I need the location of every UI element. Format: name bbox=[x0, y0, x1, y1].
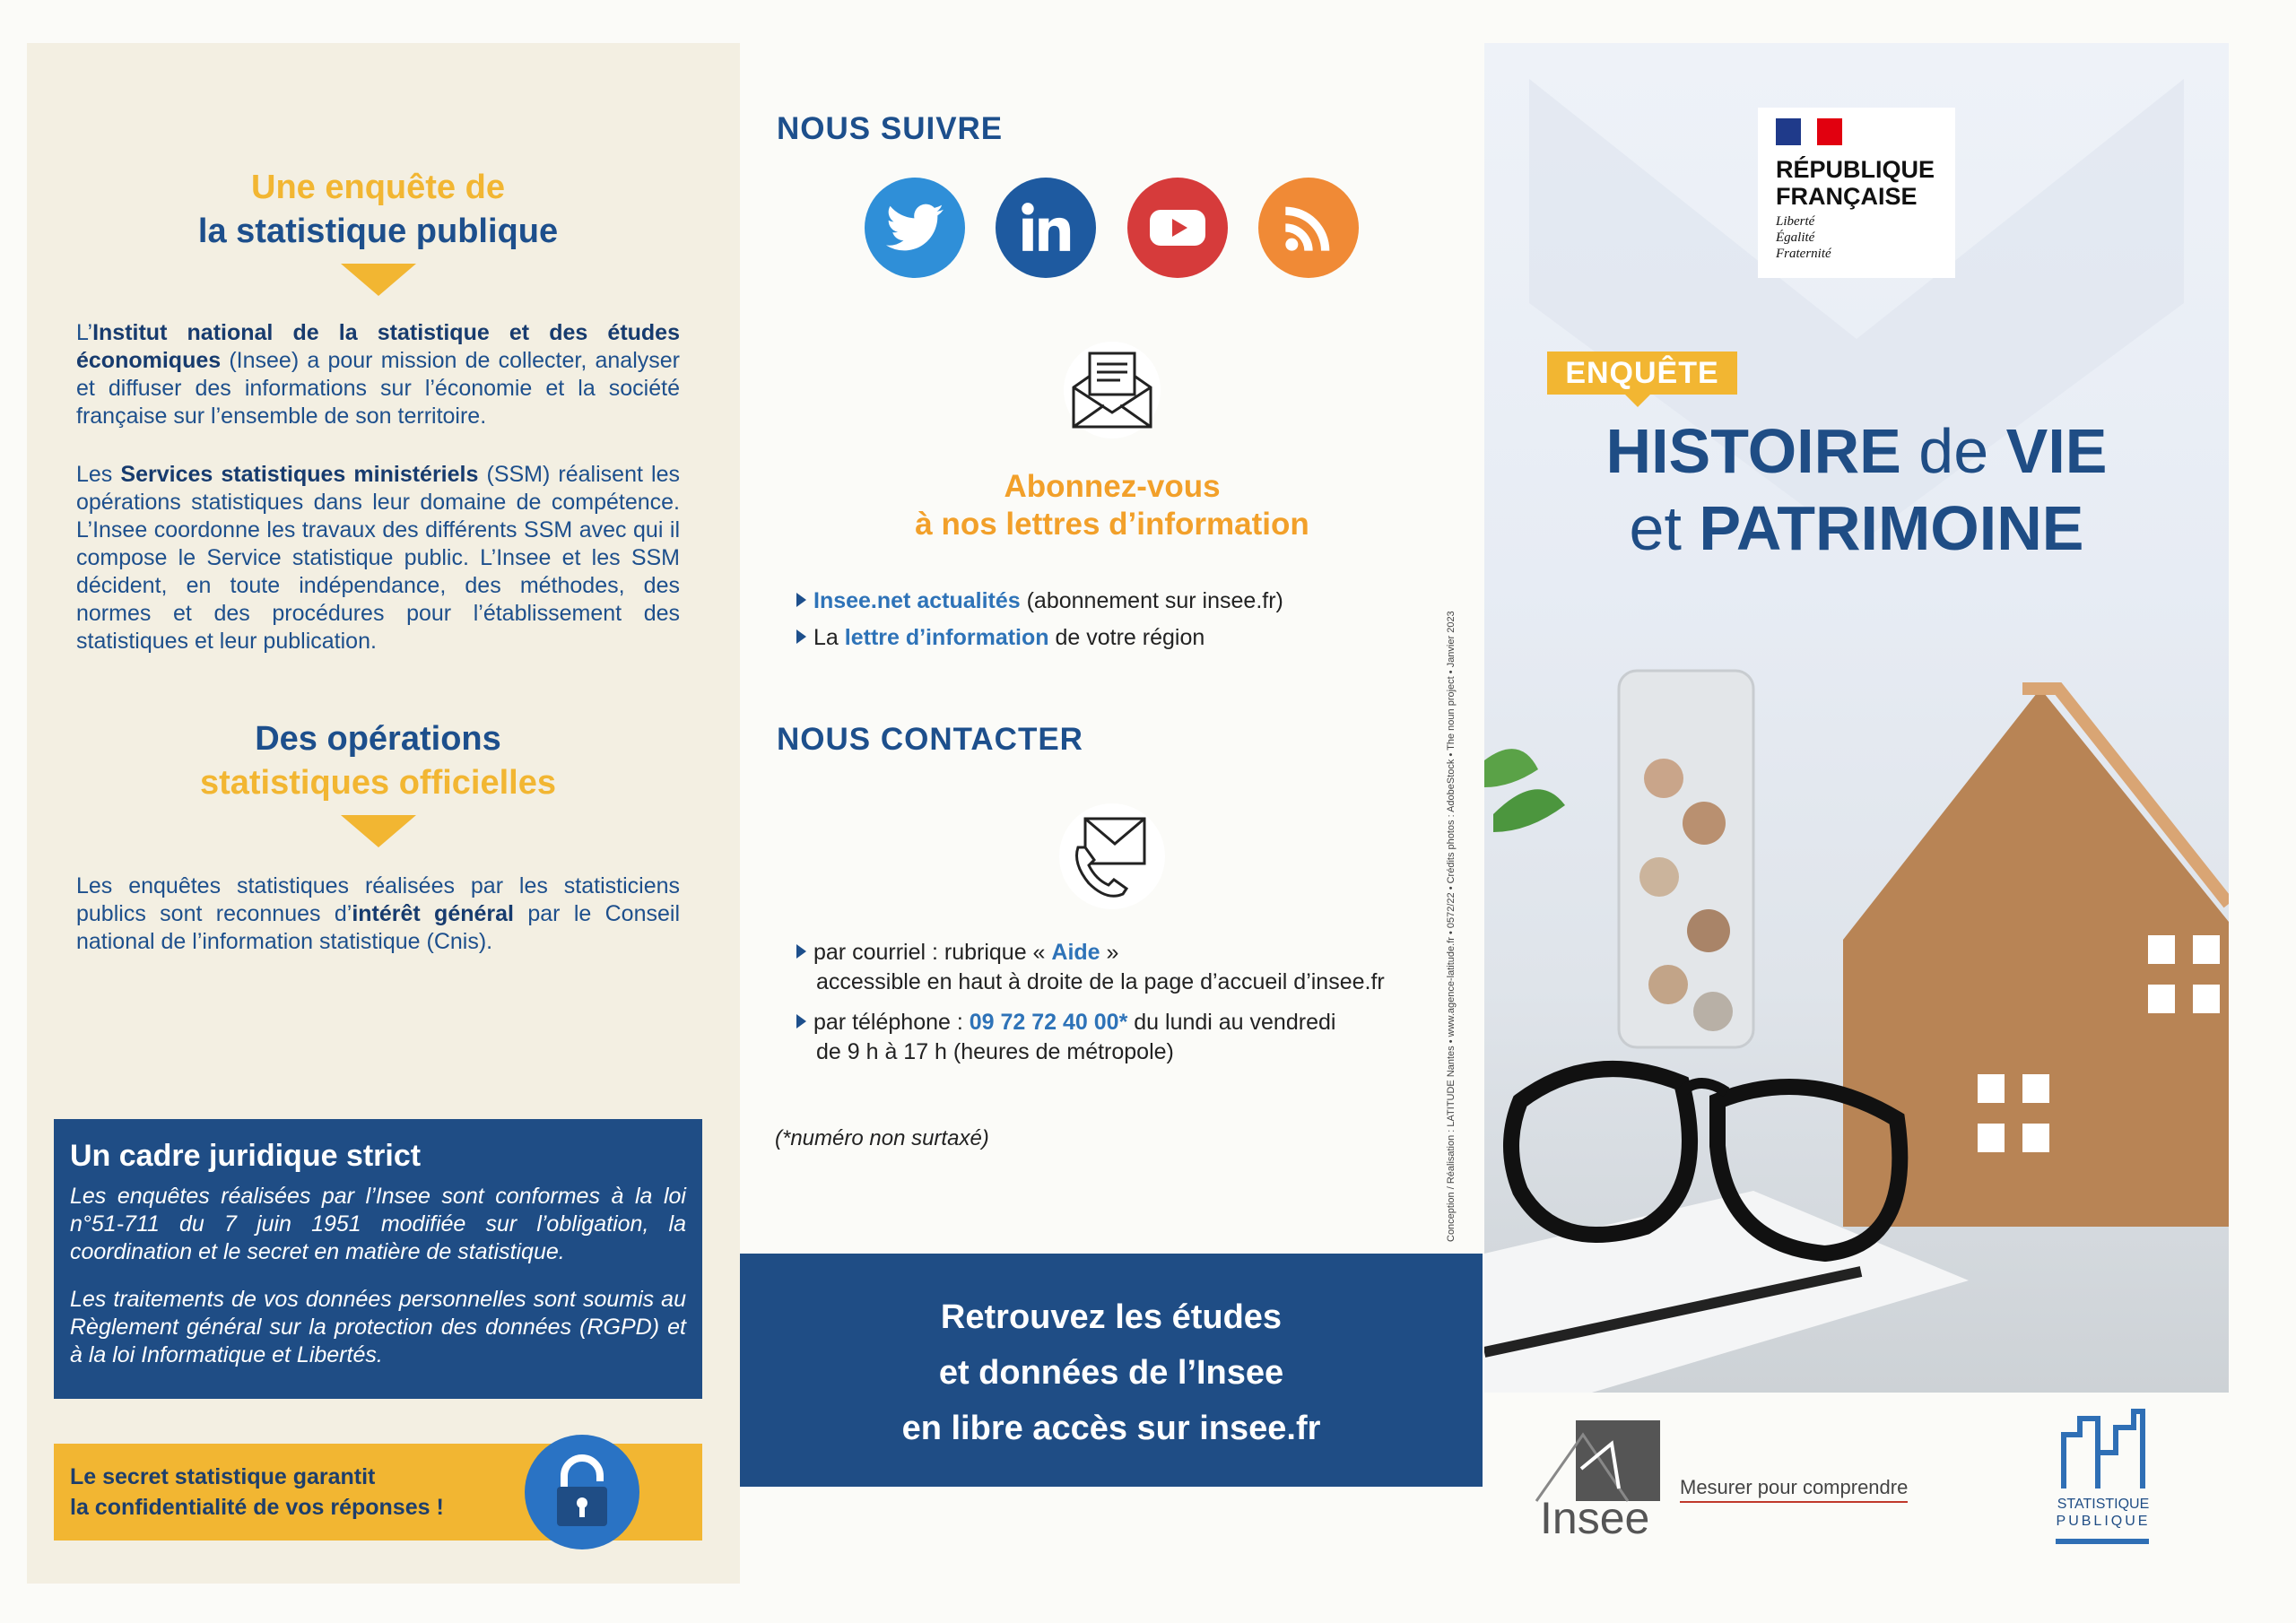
statistique-publique-icon bbox=[2058, 1408, 2148, 1490]
paragraph-insee: L’Institut national de la statistique et des études économiques (Insee) a pour mission de collecter, analyser et diffuser des informations sur l’économie et la société française sur l’ensemble de son territoire. bbox=[76, 320, 680, 429]
subscribe-list bbox=[796, 586, 1460, 653]
linkedin-icon[interactable] bbox=[996, 178, 1096, 278]
legal-framework-box bbox=[54, 1119, 702, 1399]
help-link[interactable]: Aide bbox=[1051, 940, 1100, 965]
paragraph-cnis: Les enquêtes statistiques réalisées par les statisticiens publics sont reconnues d’intérêt général par le Conseil national de l’information statistique (Cnis). bbox=[76, 873, 680, 954]
triangle-bullet-icon bbox=[796, 1014, 806, 1028]
contact-email-item: par courriel : rubrique « Aide » accessible en haut à droite de la page d’accueil d’insee.fr bbox=[796, 938, 1478, 997]
twitter-icon[interactable] bbox=[865, 178, 965, 278]
list-item: Insee.net actualités (abonnement sur insee.fr) bbox=[796, 586, 1460, 616]
slogan: Mesurer pour comprendre bbox=[1680, 1476, 1908, 1503]
legal-title: Un cadre juridique strict bbox=[70, 1139, 422, 1173]
secret-statistic-box: Le secret statistique garantit la confidentialité de vos réponses ! bbox=[54, 1444, 702, 1541]
youtube-icon[interactable] bbox=[1127, 178, 1228, 278]
insee-net-link[interactable]: Insee.net actualités bbox=[813, 588, 1021, 613]
section-title-line2: statistiques officielles bbox=[199, 764, 556, 803]
footnote: (*numéro non surtaxé) bbox=[775, 1126, 989, 1150]
legal-paragraph-1: Les enquêtes réalisées par l’Insee sont conformes à la loi n°51-711 du 7 juin 1951 modifiée sur l’obligation, la coordination et le secret en matière de statistique. bbox=[70, 1184, 686, 1264]
cover-title: HISTOIRE de VIE et PATRIMOINE bbox=[1605, 416, 2108, 563]
contact-title: NOUS CONTACTER bbox=[777, 722, 1083, 757]
padlock-icon bbox=[525, 1435, 639, 1549]
section-title-line1: Une enquête de bbox=[251, 169, 505, 206]
triangle-bullet-icon bbox=[796, 593, 806, 607]
tag-pointer bbox=[1625, 395, 1650, 407]
contact-mail-phone-icon bbox=[1058, 803, 1166, 915]
paragraph-ssm: Les Services statistiques ministériels (SSM) réalisent les opérations statistiques dans leur domaine de compétence. L’Insee coordonne les travaux des différents SSM avec qui il compose le Service statistique public. L’Insee et les SSM décident, en toute indépendance, des méthodes, des normes et des procédures pour l’établissement des statistiques et leur publication. bbox=[76, 462, 680, 654]
section-title-line2: la statistique publique bbox=[197, 213, 559, 251]
contact-phone-item: par téléphone : 09 72 72 40 00* du lundi au vendredi de 9 h à 17 h (heures de métropole) bbox=[796, 1008, 1478, 1067]
follow-title: NOUS SUIVRE bbox=[777, 111, 1004, 146]
open-access-band: Retrouvez les études et données de l’Insee en libre accès sur insee.fr bbox=[740, 1254, 1483, 1487]
insee-logo: Insee bbox=[1529, 1417, 1664, 1542]
triangle-bullet-icon bbox=[796, 944, 806, 959]
regional-newsletter-link[interactable]: lettre d’information bbox=[844, 625, 1049, 650]
section-public-statistics bbox=[54, 166, 702, 296]
statistique-publique-logo: STATISTIQUE PUBLIQUE bbox=[2054, 1408, 2152, 1556]
subscribe-heading: Abonnez-vous à nos lettres d’information bbox=[915, 469, 1309, 542]
down-triangle-icon bbox=[341, 815, 416, 847]
rss-icon[interactable] bbox=[1258, 178, 1359, 278]
down-triangle-icon bbox=[341, 264, 416, 296]
legal-paragraph-2: Les traitements de vos données personnelles sont soumis au Règlement général sur la protection des données (RGPD) et à la loi Informatique et Libertés. bbox=[70, 1287, 686, 1367]
phone-number-link[interactable]: 09 72 72 40 00* bbox=[969, 1010, 1128, 1035]
section-title-line1: Des opérations bbox=[255, 720, 501, 758]
list-item: La lettre d’information de votre région bbox=[796, 623, 1460, 653]
newsletter-envelope-icon bbox=[1063, 341, 1161, 444]
section-official-operations bbox=[54, 717, 702, 847]
triangle-bullet-icon bbox=[796, 629, 806, 644]
marianne-flag-icon bbox=[1776, 118, 1842, 147]
republique-francaise-logo: RÉPUBLIQUE FRANÇAISE Liberté Égalité Fraternité bbox=[1758, 108, 1955, 278]
insee-emblem-icon bbox=[1529, 1417, 1664, 1502]
survey-tag: ENQUÊTE bbox=[1547, 352, 1737, 395]
credits-text: Conception / Réalisation : LATITUDE Nantes • www.agence-latitude.fr • 0572/22 • Crédits photos : AdobeStock • The noun project • Janvier 2023 bbox=[1446, 611, 1457, 1242]
